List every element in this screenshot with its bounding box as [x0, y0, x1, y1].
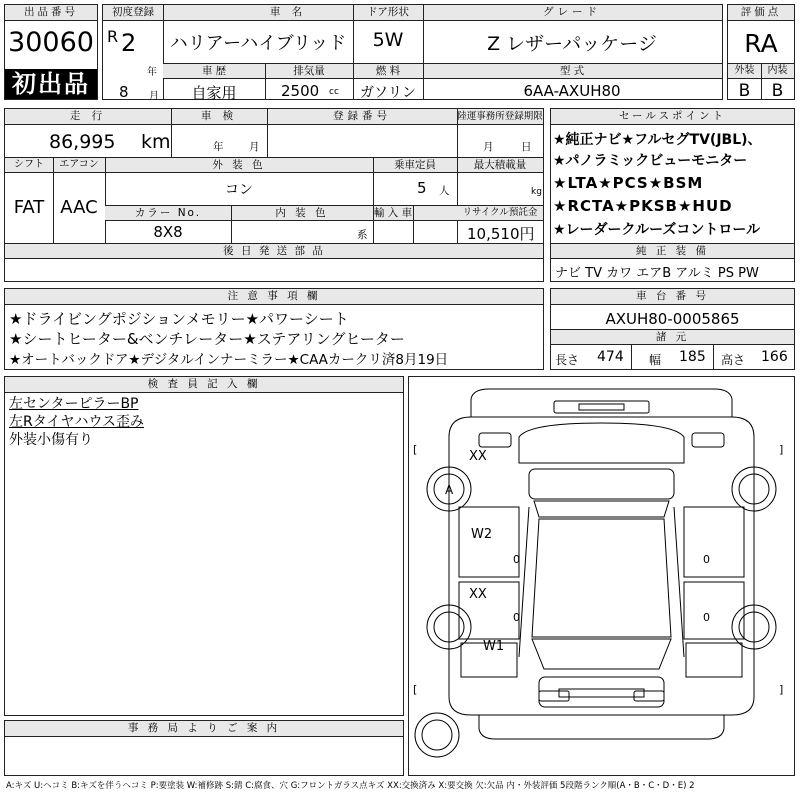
bracket-right-bottom: ]	[779, 683, 784, 696]
inspector-note-3: 外装小傷有り	[9, 432, 93, 448]
history: 自家用	[191, 84, 237, 102]
first-listing-badge	[5, 69, 97, 99]
windshield-inner	[534, 501, 669, 517]
damage-diagram	[408, 376, 795, 776]
inspector-note-1: 左センターピラーBP	[9, 396, 139, 412]
reg-no-label: 登録番号	[333, 110, 391, 122]
damage-code-bottom-left: W1	[483, 639, 505, 654]
color-no-label: カラー No.	[134, 207, 202, 219]
lot-number-cell	[4, 4, 98, 100]
deadline-day-unit: 日	[521, 141, 532, 153]
int-color-label: 内 装 色	[275, 207, 329, 219]
length: 474	[597, 349, 624, 365]
front-plate	[579, 404, 624, 410]
vehicle-detail-table	[4, 108, 544, 282]
mileage: 86,995	[49, 131, 116, 153]
rear-bumper-plate	[539, 691, 569, 701]
roof	[532, 519, 671, 637]
inspection-year-unit: 年	[213, 141, 224, 153]
person-unit: 人	[439, 185, 450, 197]
rear-bumper-outline	[479, 715, 724, 739]
door-label: ドア形状	[367, 6, 409, 18]
score: RA	[744, 29, 778, 58]
capacity-label: 乗車定員	[394, 159, 436, 171]
capacity: 5	[417, 179, 427, 197]
inspection-label: 車 検	[200, 110, 238, 122]
mileage-label: 走 行	[69, 110, 107, 122]
first-reg-label: 初度登録	[112, 6, 154, 18]
caution-1: ★ドライビングポジションメモリー★パワーシート	[9, 310, 349, 328]
equipment-label: 純 正 装 備	[635, 245, 709, 257]
chassis-box	[550, 288, 795, 370]
interior-label: 内装	[767, 65, 788, 76]
sales-point-2: ★パノラミックビューモニター	[553, 153, 748, 169]
sales-point-3: ★LTA★PCS★BSM	[553, 174, 704, 192]
shift: FAT	[13, 197, 45, 218]
damage-code-top: XX	[469, 449, 487, 464]
lot-number: 30060	[8, 27, 94, 58]
exterior-label: 外装	[734, 65, 755, 76]
right-front-door	[684, 507, 744, 577]
color-suffix: 系	[357, 229, 368, 241]
sales-point-1: ★純正ナビ★フルセグTV(JBL)、	[553, 132, 762, 148]
ext-color-label: 外 装 色	[212, 159, 266, 171]
height: 166	[761, 349, 788, 365]
left-front-door	[459, 507, 519, 577]
grade: Z レザーパッケージ	[487, 33, 657, 55]
score-cell	[727, 4, 795, 100]
left-rear-door	[459, 582, 519, 639]
chassis-label: 車 台 番 号	[551, 289, 794, 305]
spare-wheel-inner	[422, 720, 452, 750]
sales-point-4: ★RCTA★PKSB★HUD	[553, 197, 733, 215]
car-name-label: 車 名	[269, 6, 307, 18]
damage-code-zero-1: 0	[513, 553, 520, 566]
interior-score: B	[771, 81, 784, 101]
km-unit: km	[141, 131, 171, 153]
bracket-left-bottom: [	[413, 683, 418, 696]
max-load-label: 最大積載量	[473, 159, 527, 171]
tailgate	[539, 677, 664, 707]
damage-code-zero-2: 0	[703, 553, 710, 566]
damage-legend: A:キズ U:ヘコミ B:キズを伴うヘコミ P:要塗装 W:補修跡 S:錆 C:腐食、穴 G:フロントガラス点キズ XX:交換済み X:要交換 欠:欠品 内・外装評価 5段階ランク順(A・B・C・D・E) 2	[6, 781, 695, 791]
caution-box	[4, 288, 544, 370]
inspector-box	[4, 376, 404, 716]
inspection-month-unit: 月	[249, 141, 260, 153]
chassis-number: AXUH80-0005865	[605, 310, 740, 328]
inspector-label: 検 査 員 記 入 欄	[5, 377, 403, 393]
sales-point-5: ★レーダークルーズコントロール	[553, 222, 761, 238]
car-outline-svg	[409, 377, 794, 775]
rear-plate	[559, 689, 644, 697]
caution-label: 注 意 事 項 欄	[5, 289, 543, 305]
recycle-label: リサイクル預託金	[462, 207, 538, 218]
first-reg-year: 2	[121, 29, 137, 57]
office-notice-box	[4, 720, 404, 776]
score-label: 評価点	[728, 5, 794, 21]
right-quarter	[686, 643, 742, 677]
history-label: 車 歴	[201, 65, 227, 77]
door-type: 5W	[372, 29, 404, 51]
car-name: ハリアーハイブリッド	[169, 33, 347, 54]
ext-color: コン	[225, 182, 253, 198]
recycle-fee: 10,510円	[467, 225, 535, 243]
body-outline	[449, 417, 754, 715]
width: 185	[679, 349, 706, 365]
sales-point-label: セールスポイント	[551, 109, 794, 125]
deadline-month-unit: 月	[483, 141, 494, 153]
damage-code-front-left: A	[445, 483, 454, 497]
width-label: 幅	[649, 353, 662, 367]
aircon-label: エアコン	[59, 159, 99, 170]
bracket-right-top: ]	[779, 443, 784, 456]
model: 6AA-AXUH80	[523, 82, 621, 100]
damage-code-zero-4: 0	[703, 611, 710, 624]
lot-number-label: 出品番号	[5, 5, 97, 21]
later-parts-label: 後 日 発 送 部 品	[223, 245, 325, 257]
roof-right-line	[674, 507, 684, 657]
import-label: 輸 入 車	[373, 207, 413, 219]
grade-label: グレード	[543, 6, 601, 18]
height-label: 高さ	[721, 353, 746, 367]
shift-label: シフト	[14, 159, 44, 170]
windshield	[529, 469, 674, 499]
color-no: 8X8	[153, 223, 183, 241]
grille	[554, 401, 649, 413]
caution-2: ★シートヒーター&ベンチレーター★ステアリングヒーター	[9, 330, 405, 348]
bracket-left-top: [	[413, 443, 418, 456]
model-label: 型 式	[559, 65, 585, 77]
year-unit: 年	[147, 67, 157, 78]
equipment: ナビ TV カワ エアB アルミ PS PW	[555, 266, 759, 281]
displacement: 2500	[281, 82, 320, 100]
displacement-label: 排気量	[293, 65, 325, 77]
damage-code-mid-left: W2	[471, 527, 493, 542]
dims-label: 諸 元	[655, 331, 690, 343]
front-left-lamp	[479, 433, 511, 447]
aircon: AAC	[60, 197, 98, 218]
fuel: ガソリン	[360, 85, 416, 101]
damage-code-rear-left: XX	[469, 587, 487, 602]
first-reg-month: 8	[119, 83, 129, 101]
first-listing-text: 初出品	[12, 70, 90, 98]
length-label: 長さ	[555, 353, 580, 367]
cc-unit: cc	[329, 87, 339, 97]
transfer-deadline-label: 陸運事務所登録期限	[457, 111, 543, 122]
office-notice-label: 事 務 局 よ り ご 案 内	[5, 721, 403, 737]
right-rear-door	[684, 582, 744, 639]
caution-3: ★オートバックドア★デジタルインナーミラー★CAAカークリ済8月19日	[9, 352, 449, 368]
inspector-note-2: 左Rタイヤハウス歪み	[9, 414, 145, 430]
kg-unit: kg	[531, 187, 542, 197]
rear-bumper-plate-r	[634, 691, 664, 701]
era-r: R	[107, 27, 119, 46]
sales-point-box	[550, 108, 795, 282]
damage-code-zero-3: 0	[513, 611, 520, 624]
rear-window	[532, 639, 671, 669]
main-spec-table	[102, 4, 723, 100]
front-right-lamp	[692, 433, 724, 447]
month-unit: 月	[149, 91, 159, 102]
roof-left-line	[519, 507, 529, 657]
hood-outline	[519, 423, 684, 463]
fuel-label: 燃 料	[375, 65, 401, 77]
exterior-score: B	[738, 81, 751, 101]
